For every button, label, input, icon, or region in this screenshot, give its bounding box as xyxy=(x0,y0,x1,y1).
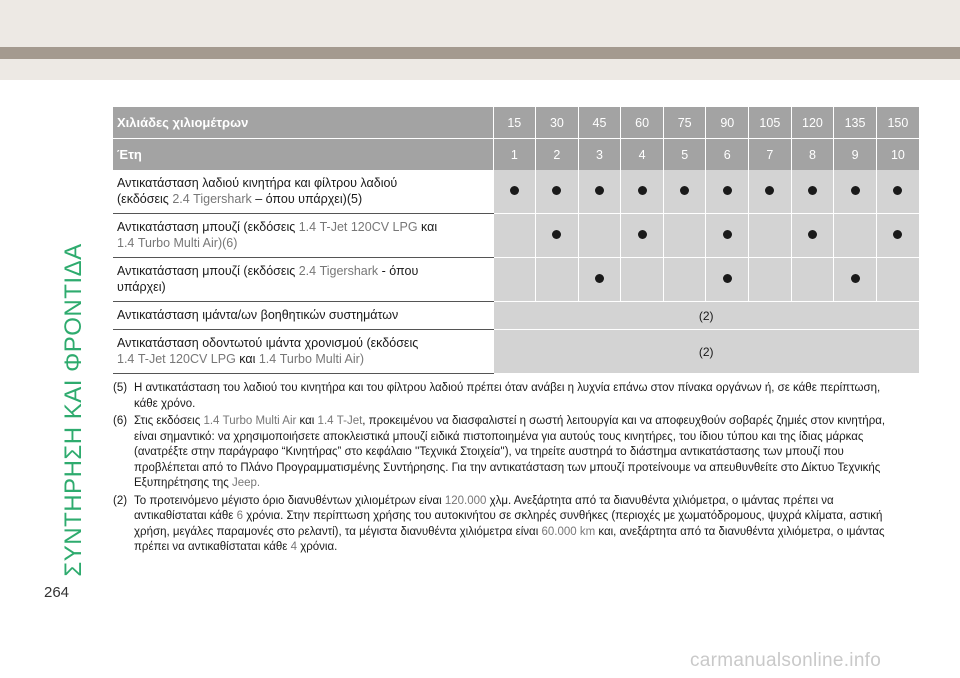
service-dot xyxy=(893,186,902,195)
row-label xyxy=(113,302,493,330)
year-value: 3 xyxy=(578,139,621,171)
year-value: 6 xyxy=(706,139,749,171)
dot-cell xyxy=(706,258,749,302)
footnote-text: Το προτεινόμενο μέγιστο όριο διανυθέντων χιλιομέτρων είναι xyxy=(134,494,445,507)
table-row xyxy=(113,302,919,330)
service-dot xyxy=(510,186,519,195)
row-label-text: Αντικατάσταση μπουζί (εκδόσεις xyxy=(117,220,299,234)
year-value: 2 xyxy=(536,139,579,171)
dot-cell xyxy=(834,214,877,258)
footnote-text: και xyxy=(296,415,318,427)
table-row xyxy=(113,170,919,214)
dot-cell xyxy=(791,258,834,302)
dot-cell xyxy=(876,170,919,214)
dot-cell xyxy=(876,214,919,258)
service-dot xyxy=(808,186,817,195)
year-value: 1 xyxy=(493,139,536,171)
year-header-label: Έτη xyxy=(113,139,493,171)
footnote-engine: 1.4 Turbo Multi Air xyxy=(203,415,297,427)
footnote-text: Στις εκδόσεις xyxy=(134,415,204,427)
top-band xyxy=(0,0,960,80)
footnote-text: χλμ. Ανεξάρτητα από τα διανυθέντα χιλιόμετρα, ο ιμάντας πρέπει να αντικαθίσταται κάθε xyxy=(134,494,834,522)
watermark: carmanualsonline.info xyxy=(690,650,882,671)
footnote-number: 60.000 km xyxy=(541,525,596,538)
dot-cell xyxy=(791,214,834,258)
row-label-engine: 1.4 Turbo Multi Air) xyxy=(258,352,364,366)
footnote-number: 6 xyxy=(236,510,243,522)
km-value: 150 xyxy=(876,107,919,139)
dot-cell xyxy=(621,258,664,302)
year-value: 7 xyxy=(749,139,792,171)
row-label-engine: 1.4 Turbo Multi Air)(6) xyxy=(117,236,238,250)
km-value: 60 xyxy=(621,107,664,139)
footnote-text: και, ανεξάρτητα από τα διανυθέντα χιλιόμετρα, ο ιμάντας πρέπει να αντικαθίσταται κάθε xyxy=(134,525,885,553)
km-value: 90 xyxy=(706,107,749,139)
service-dot xyxy=(765,186,774,195)
km-header-row xyxy=(113,107,919,139)
row-label-engine: 1.4 T-Jet 120CV LPG xyxy=(117,352,236,366)
row-label-text: - όπου xyxy=(378,264,419,278)
km-value: 45 xyxy=(578,107,621,139)
row-label xyxy=(113,330,493,374)
row-label-text: Αντικατάσταση μπουζί (εκδόσεις xyxy=(117,264,299,278)
year-value: 4 xyxy=(621,139,664,171)
row-label xyxy=(113,214,493,258)
dot-cell xyxy=(493,214,536,258)
row-label xyxy=(113,170,493,214)
dot-cell xyxy=(536,170,579,214)
footnotes xyxy=(113,381,907,558)
row-label-text: και xyxy=(235,352,259,366)
km-value: 15 xyxy=(493,107,536,139)
service-dot xyxy=(638,186,647,195)
dot-cell xyxy=(706,214,749,258)
footnote-number: 4 xyxy=(290,541,297,553)
service-dot xyxy=(638,230,647,239)
service-dot xyxy=(851,186,860,195)
footnote-text: Η αντικατάσταση του λαδιού του κινητήρα και του φίλτρου λαδιού πρέπει όταν ανάβει η λυχνία επάνω στον πίνακα οργάνων ή, σε κάθε περίπτωση, κάθε χρόνο. xyxy=(134,382,881,410)
row-label-text: Αντικατάσταση ιμάντα/ων βοηθητικών συστημάτων xyxy=(117,308,399,322)
year-value: 5 xyxy=(663,139,706,171)
service-dot xyxy=(893,230,902,239)
footnote-brand: Jeep. xyxy=(231,477,261,489)
service-dot xyxy=(552,186,561,195)
dot-cell xyxy=(663,258,706,302)
footnote-ref: (2) xyxy=(113,494,128,507)
section-title: ΣΥΝΤΗΡΗΣΗ ΚΑΙ ΦΡΟΝΤΙΔΑ xyxy=(60,243,87,577)
dot-cell xyxy=(749,258,792,302)
dot-cell xyxy=(706,170,749,214)
service-dot xyxy=(680,186,689,195)
row-label xyxy=(113,258,493,302)
km-value: 135 xyxy=(834,107,877,139)
footnote xyxy=(113,494,907,556)
row-label-text: υπάρχει) xyxy=(117,280,166,294)
dot-cell xyxy=(578,258,621,302)
km-value: 120 xyxy=(791,107,834,139)
service-dot xyxy=(851,274,860,283)
table-row xyxy=(113,330,919,374)
km-header-label: Χιλιάδες χιλιομέτρων xyxy=(113,107,493,139)
service-dot xyxy=(808,230,817,239)
year-header-row xyxy=(113,139,919,171)
service-dot xyxy=(723,274,732,283)
service-dot xyxy=(552,230,561,239)
row-label-text: (εκδόσεις xyxy=(117,192,173,206)
dot-cell xyxy=(578,214,621,258)
table-row xyxy=(113,214,919,258)
dot-cell xyxy=(536,258,579,302)
dot-cell xyxy=(493,258,536,302)
service-dot xyxy=(723,186,732,195)
table-row xyxy=(113,258,919,302)
footnote xyxy=(113,414,907,492)
footnote-text: , προκειμένου να διασφαλιστεί η σωστή λειτουργία και να αποφευχθούν σοβαρές ζημιές στον κινητήρα, είναι σημαντικό: να χρησιμοποιήσετε αποκλειστικά μπουζί ειδικά πιστοποιημένα για αυτούς τους κινητήρες, του ίδιου τύπου και της ίδιας μάρκας (ανατρέξτε στην παράγραφο “Κινητήρας” στο κεφάλαιο ''Τεχνικά Στοιχεία''), να τηρείτε αυστηρά το διάστημα αντικατάστασης των μπουζί που προβλέπεται από το Πλάνο Προγραμματισμένης Συντήρησης. Για την αντικατάσταση των μπουζί προτείνουμε να απευθυνθείτε στο Δίκτυο Τεχνικής Εξυπηρέτησης της xyxy=(134,415,886,489)
interval-note-cell: (2) xyxy=(493,302,919,330)
top-stripe xyxy=(0,47,960,59)
dot-cell xyxy=(791,170,834,214)
dot-cell xyxy=(663,214,706,258)
interval-note-cell: (2) xyxy=(493,330,919,374)
footnote-ref: (6) xyxy=(113,415,128,427)
footnote xyxy=(113,381,907,412)
dot-cell xyxy=(621,170,664,214)
dot-cell xyxy=(749,170,792,214)
footnote-engine: 1.4 T-Jet xyxy=(317,415,363,427)
service-dot xyxy=(595,274,604,283)
dot-cell xyxy=(621,214,664,258)
dot-cell xyxy=(834,170,877,214)
dot-cell xyxy=(876,258,919,302)
row-label-text: και xyxy=(417,220,438,234)
service-dot xyxy=(595,186,604,195)
dot-cell xyxy=(493,170,536,214)
row-label-text: – όπου υπάρχει)(5) xyxy=(251,192,363,206)
row-label-text: Αντικατάσταση λαδιού κινητήρα και φίλτρου λαδιού xyxy=(117,176,398,190)
dot-cell xyxy=(834,258,877,302)
km-value: 75 xyxy=(663,107,706,139)
footnote-ref: (5) xyxy=(113,382,128,394)
dot-cell xyxy=(578,170,621,214)
page-number: 264 xyxy=(44,584,70,601)
dot-cell xyxy=(663,170,706,214)
row-label-text: Αντικατάσταση οδοντωτού ιμάντα χρονισμού (εκδόσεις xyxy=(117,336,419,350)
footnote-text: χρόνια. Στην περίπτωση χρήσης του αυτοκινήτου σε σκληρές συνθήκες (περιοχές με χωματόδρομους, ψυχρά κλίματα, αστική χρήση, μεγάλες παραμονές στο ρελαντί), τα μέγιστα διανυθέντα χιλιόμετρα είναι xyxy=(134,510,883,538)
footnote-number: 120.000 xyxy=(444,494,487,507)
dot-cell xyxy=(536,214,579,258)
maintenance-schedule-table xyxy=(113,107,919,374)
km-value: 30 xyxy=(536,107,579,139)
dot-cell xyxy=(749,214,792,258)
row-label-engine: 2.4 Tigershark xyxy=(298,264,379,278)
row-label-engine: 2.4 Tigershark xyxy=(172,192,252,206)
service-dot xyxy=(723,230,732,239)
km-value: 105 xyxy=(749,107,792,139)
row-label-engine: 1.4 T-Jet 120CV LPG xyxy=(298,220,418,234)
year-value: 8 xyxy=(791,139,834,171)
year-value: 9 xyxy=(834,139,877,171)
year-value: 10 xyxy=(876,139,919,171)
footnote-text: χρόνια. xyxy=(297,541,338,553)
